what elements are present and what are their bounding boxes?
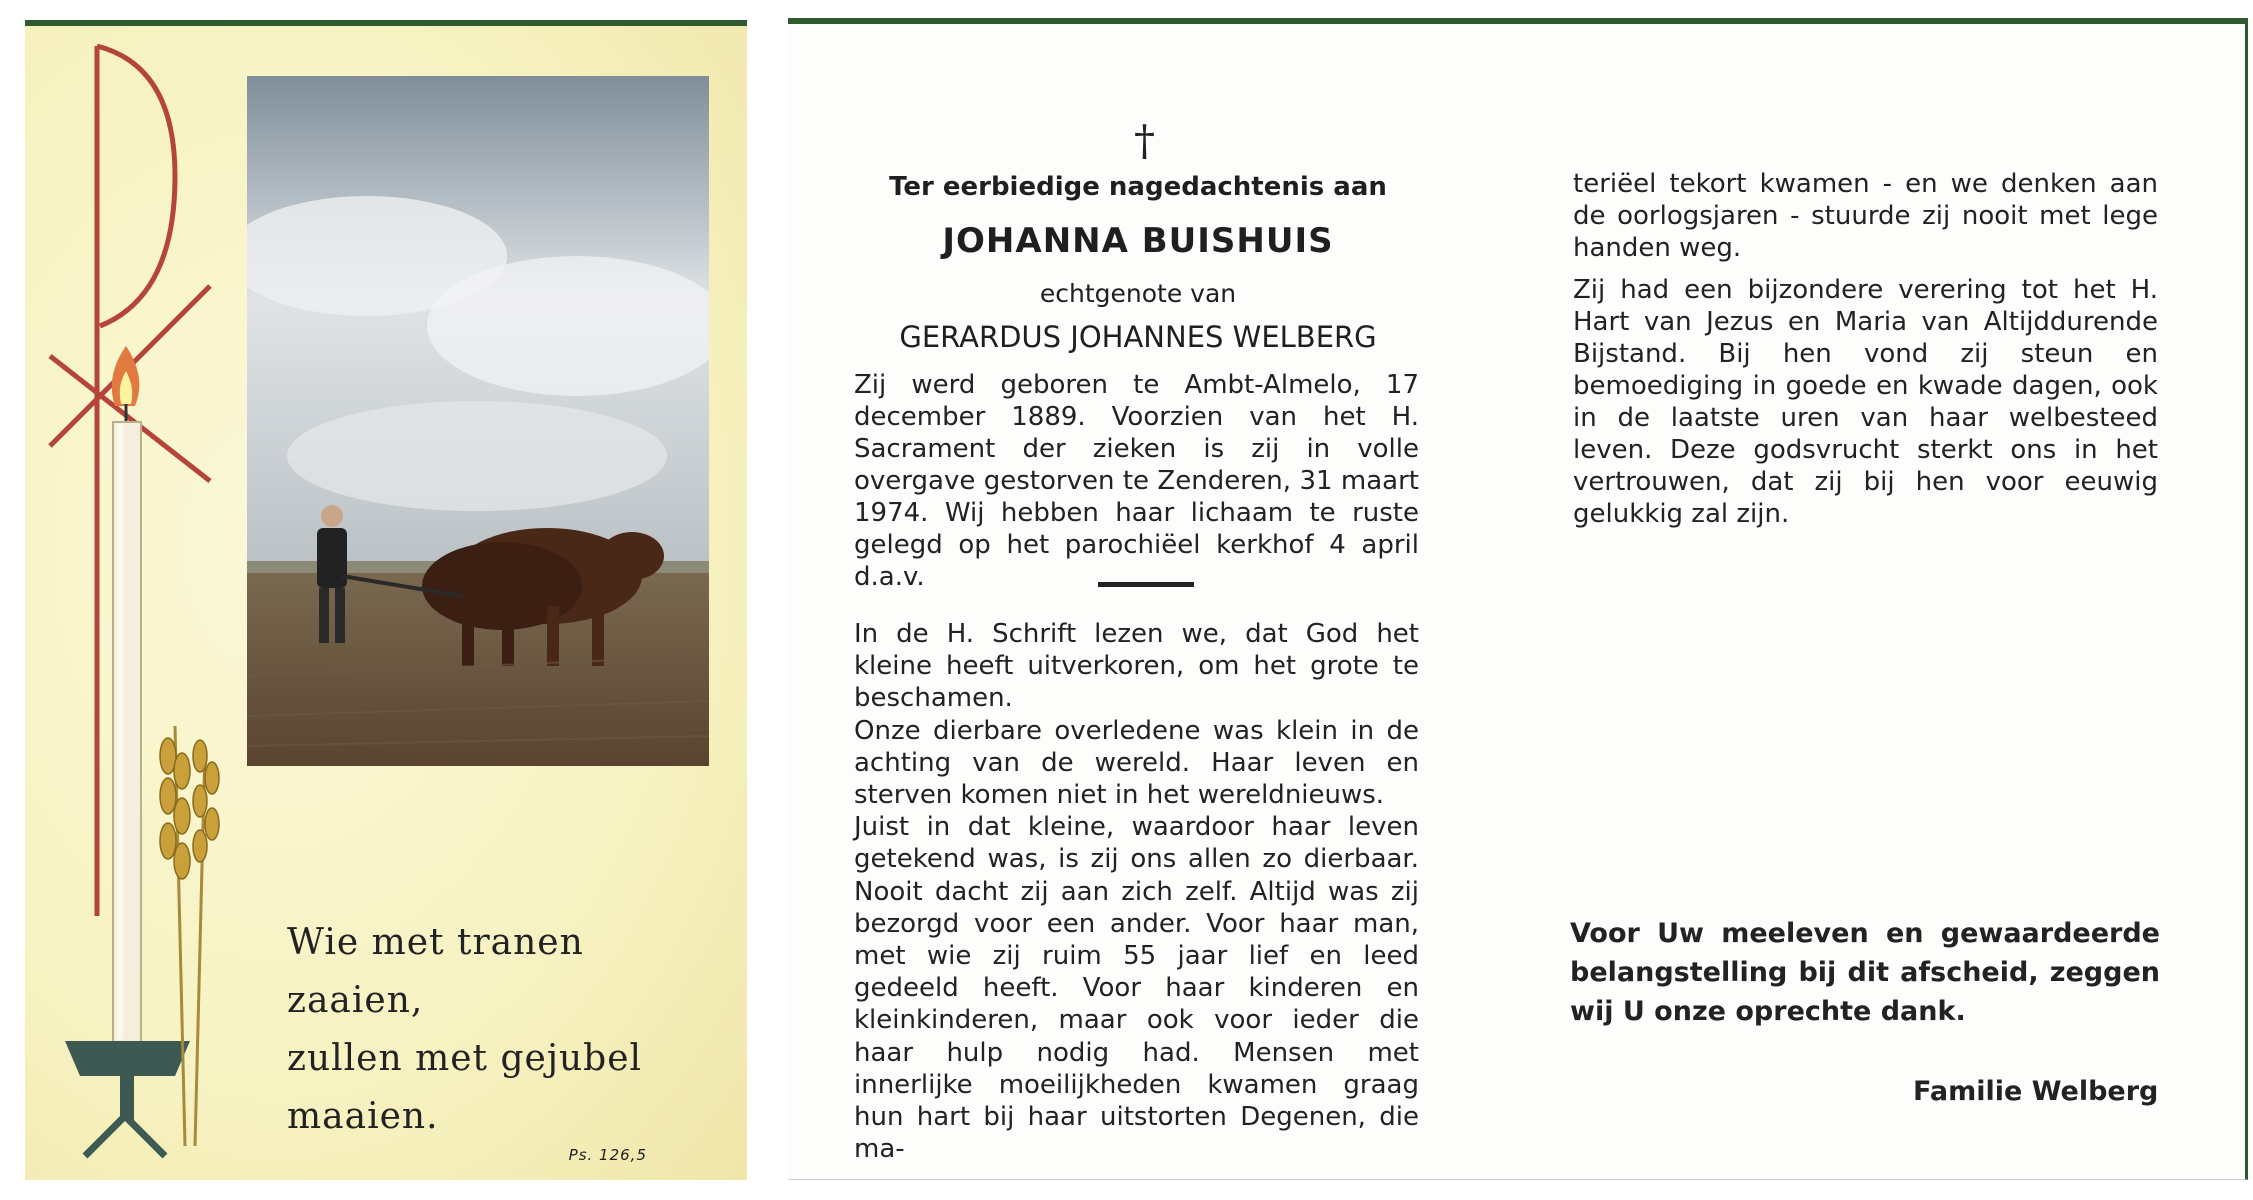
relation-text: echtgenote van — [1039, 279, 1237, 308]
paragraph-1: In de H. Schrift lezen we, dat God het kleine heeft uitverkoren, om het grote te beschamen. — [854, 619, 1419, 714]
paragraph-3: Juist in dat kleine, waardoor haar leven getekend was, is zij ons allen zo dierbaar. Nooit dacht zij aan zich zelf. Altijd was zij bezorgd voor een ander. Voor haar man, met wie zij ruim 55 jaar lief en leed gedeeld heeft. Voor haar kinderen en kleinkinderen, maar ook voor ieder die haar hulp nodig had. Mensen met innerlijke moeilijkheden kwamen graag hun hart bij haar uitstorten Degenen, die ma- — [854, 812, 1419, 1165]
divider-line — [1098, 582, 1194, 587]
front-card — [25, 20, 747, 1180]
quote-reference: Ps. 126,5 — [568, 1146, 647, 1164]
deceased-name: JOHANNA BUISHUIS — [942, 221, 1334, 261]
family-signature: Familie Welberg — [1913, 1076, 2159, 1107]
psalm-quote — [287, 914, 707, 1166]
bio-paragraph: Zij werd geboren te Ambt-Almelo, 17 december 1889. Voorzien van het H. Sacrament der zieken is zij in volle overgave gestorven te Zenderen, 31 maart 1974. Wij hebben haar lichaam te ruste gelegd op het parochiëel kerkhof 4 april d.a.v. — [854, 370, 1419, 592]
spouse-name: GERARDUS JOHANNES WELBERG — [899, 320, 1377, 354]
memorial-text-right — [1573, 168, 2158, 530]
paragraph-4: teriëel tekort kwamen - en we denken aan de oorlogsjaren - stuurde zij nooit met lege handen weg. — [1573, 169, 2158, 263]
paragraph-2: Onze dierbare overledene was klein in de achting van de wereld. Haar leven en sterven komen niet in het wereldnieuws. — [854, 715, 1419, 811]
biography-text — [854, 369, 1419, 593]
quote-line-2: zullen met gejubel maaien. — [287, 1038, 643, 1137]
wheat-icon — [160, 726, 219, 1146]
inner-spread — [788, 18, 2248, 1180]
intro-heading: Ter eerbiedige nagedachtenis aan — [889, 172, 1387, 202]
memorial-text-left — [854, 618, 1419, 1165]
quote-line-1: Wie met tranen zaaien, — [287, 922, 584, 1021]
thanks-text: Voor Uw meeleven en gewaardeerde belangstelling bij dit afscheid, zeggen wij U onze oprechte dank. — [1570, 918, 2160, 1027]
ploughing-photo — [247, 76, 709, 766]
cross-icon: † — [1134, 116, 1155, 165]
paragraph-5: Zij had een bijzondere verering tot het H. Hart van Jezus en Maria van Altijddurende Bijstand. Bij hen vond zij steun en bemoediging in goede en kwade dagen, ook in de laatste uren van haar welbesteed leven. Deze godsvrucht sterkt ons in het vertrouwen, dat zij bij hen voor eeuwig gelukkig zal zijn. — [1573, 275, 2158, 529]
